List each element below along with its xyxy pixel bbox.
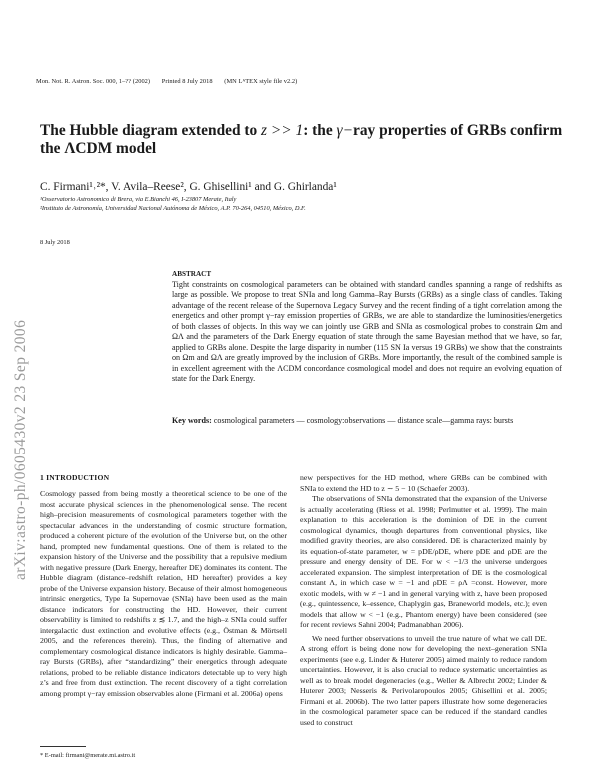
abstract-text: Tight constraints on cosmological parameters can be obtained with standard candles spanning a range of redshifts as large as possible. We propose to treat SNIa and long Gamma–Ray Bursts (GRBs) as a single class of candles. Taking advantage of the recent release of the Supernova Legacy Survey and the recent finding of a tight correlation among the energetics and other prompt γ−ray emission properties of GRBs, we are able to standardize the luminosities/energetics of both classes of objects. In this way we can jointly use GRB and SNIa as cosmological probes to constrain Ωm and ΩΛ and the parameters of the Dark Energy equation of state through the same Bayesian method that we have, so far, applied to GRBs alone. Despite the large disparity in number (115 SN Ia versus 19 GRBs) we show that the constraints on Ωm and ΩΛ are greatly improved by the inclusion of GRBs. More importantly, the result of the combined sample is in excellent agreement with the ΛCDM concordance cosmological model and does not require an evolving equation of state for the Dark Energy. <box>172 279 562 384</box>
paragraph: We need further observations to unveil the true nature of what we call DE. A strong effort is being done now for developing the next–generation SNIa experiments (see e.g. Linder & Huterer 2005) aimed mainly to reduce random uncertainties. However, it is also crucial to reduce systematic uncertainties as well as to break model degeneracies (e.g., Weller & Albrecht 2002; Linder & Huterer 2003; Nesseris & Perivolaropoulos 2005; Ghisellini et al. 2005; Firmani et al. 2006b). The two latter papers illustrate how some degeneracies in the cosmological parameter space can be reduced if the standard candles used to construct <box>300 633 547 727</box>
arxiv-identifier: arXiv:astro-ph/0605430v2 23 Sep 2006 <box>12 319 29 580</box>
affiliation-2: ²Instituto de Astronomía, Universidad Nacional Autónoma de México, A.P. 70-264, 04510, México, D.F. <box>40 205 306 212</box>
abstract-heading: ABSTRACT <box>172 270 212 278</box>
journal-reference: Mon. Not. R. Astron. Soc. 000, 1–?? (2002) <box>36 78 151 85</box>
left-text-column <box>40 489 287 699</box>
footnote-email: * E-mail: firmani@merate.mi.astro.it <box>40 752 136 759</box>
paragraph: Cosmology passed from being mostly a theoretical science to be one of the most accurate physical sciences in the phenomenological sense. The recent high–precision measurements of cosmological parameters together with the spectacular advances in the understanding of cosmic structure formation, produced a coherent picture of the evolution of the Universe but, on the other hand, prompted new fundamental questions. One of them is related to the expansion history of the Universe and the possibility that a repulsive medium with negative pressure (Dark Energy, hereafter DE) dominates its content. The Hubble diagram (distance–redshift relation, HD hereafter) provides a key probe of the Universe expansion history. Because of their almost homogeneous intrinsic energetics, Type Ia Supernovae (SNIa) have been used as the main distance indicators for constructing the HD. However, their current observability is limited to redshifts z ≲ 1.7, and the high–z SNIa could suffer intergalactic dust extinction and evolutive effects (e.g., Östman & Mörtsell 2005, and the references therein). Thus, the finding of alternative and complementary cosmological distance indicators is highly desirable. Gamma–ray Bursts (GRBs), after “standardizing” their energetics through adequate relations, probed to be reliable distance indicators detectable up to very high z’s and free from dust extinction. The recent discovery of a tight correlation among prompt γ−ray emission observables alone (Firmani et al. 2006a) opens <box>40 489 287 698</box>
keywords-text: cosmological parameters — cosmology:observations — distance scale—gamma rays: bursts <box>211 416 514 425</box>
printed-date: Printed 8 July 2018 <box>161 78 213 85</box>
affiliation-1: ¹Osservatorio Astronomico di Brera, via E.Bianchi 46, I-23807 Merate, Italy <box>40 196 237 203</box>
received-date: 8 July 2018 <box>40 239 70 246</box>
keywords-block <box>172 416 562 427</box>
running-header <box>36 78 307 85</box>
right-text-column <box>300 473 547 728</box>
section-heading-introduction: 1 INTRODUCTION <box>40 473 110 482</box>
paragraph: The observations of SNIa demonstrated that the expansion of the Universe is actually accelerating (Riess et al. 1998; Perlmutter et al. 1999). The main explanation to this acceleration is the dominion of DE in the current cosmological dynamics, though departures from conventional physics, like modified gravity theories, are also considered. DE is characterized mainly by its equation-of-state parameter, w = pDE/ρDE, where pDE and ρDE are the pressure and energy density of DE. For w < −1/3 the universe undergoes accelerated expansion. The simplest interpretation of DE is the cosmological constant Λ, in which case w = −1 and ρDE = ρΛ =const. However, more exotic models, with w ≠ −1 and in general varying with z, have been proposed (e.g., quintessence, k–essence, Chaplygin gas, Braneworld models, etc.); even models that allow w < −1 (e.g., Phantom energy) have been considered (see for recent reviews Sahni 2004; Padmanabhan 2006). <box>300 494 547 630</box>
author-list: C. Firmani¹˒²*, V. Avila–Reese², G. Ghisellini¹ and G. Ghirlanda¹ <box>40 181 337 193</box>
style-file-note: (MN LᴬTEX style file v2.2) <box>224 78 298 85</box>
footnote-rule <box>40 746 86 747</box>
paragraph: new perspectives for the HD method, where GRBs can be combined with SNIa to extend the HD to z ∼ 5 − 10 (Schaefer 2003). <box>300 473 547 493</box>
abstract-block <box>172 269 562 385</box>
paper-title: The Hubble diagram extended to z >> 1: the γ−ray properties of GRBs confirm the ΛCDM model <box>40 122 563 157</box>
keywords-label: Key words: <box>172 416 212 425</box>
